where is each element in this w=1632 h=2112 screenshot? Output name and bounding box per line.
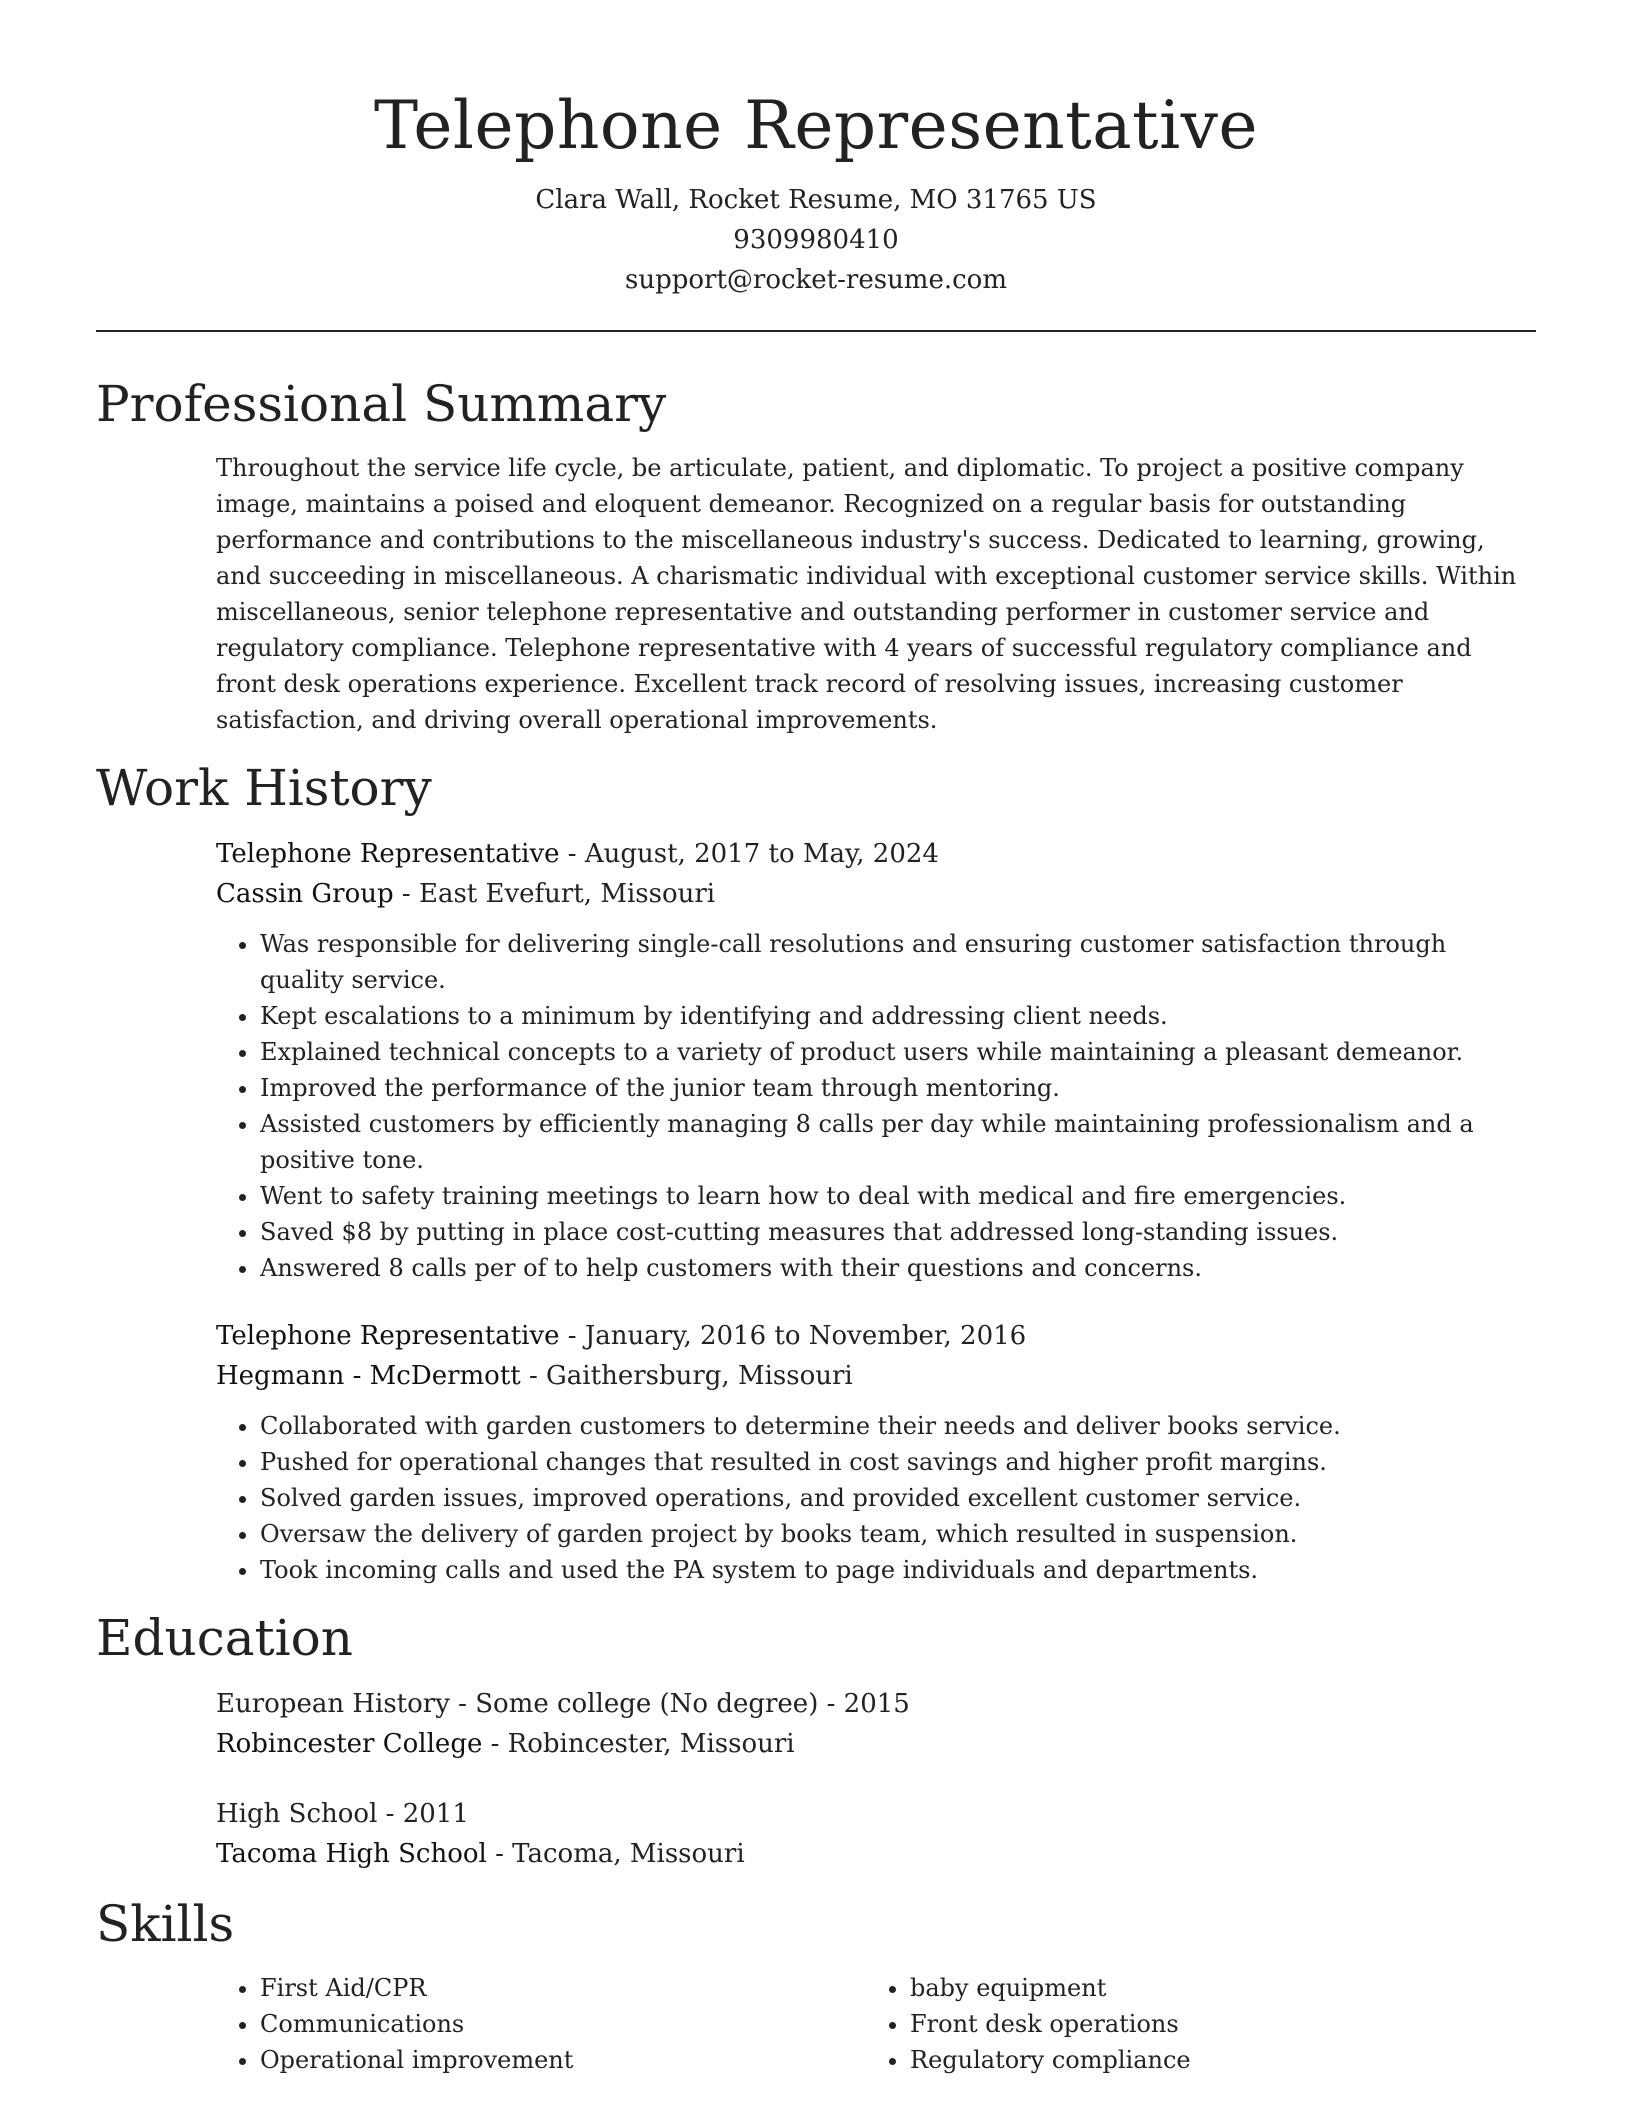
education-school-line <box>216 1834 1536 1874</box>
summary-body <box>216 450 1536 738</box>
job-bullet: • Pushed for operational changes that resulted in cost savings and higher profit margins. <box>260 1444 1536 1480</box>
job-bullets <box>216 926 1536 1286</box>
job-bullet: • Saved $8 by putting in place cost-cutting measures that addressed long-standing issues. <box>260 1214 1536 1250</box>
job-entry <box>216 1316 1536 1588</box>
job-bullet: • Was responsible for delivering single-call resolutions and ensuring customer satisfaction through quality service. <box>260 926 1536 998</box>
job-bullet: • Kept escalations to a minimum by identifying and addressing client needs. <box>260 998 1536 1034</box>
skills-title: Skills <box>96 1895 235 1953</box>
job-company: Cassin Group <box>216 879 394 909</box>
education-section <box>96 1606 1536 1874</box>
job-role: Telephone Representative <box>216 1321 560 1351</box>
job-bullet: • Went to safety training meetings to learn how to deal with medical and fire emergencies. <box>260 1178 1536 1214</box>
job-title-line <box>216 1316 1536 1356</box>
job-bullet: • Improved the performance of the junior team through mentoring. <box>260 1070 1536 1106</box>
contact-block <box>96 180 1536 300</box>
job-bullet: • Solved garden issues, improved operations, and provided excellent customer service. <box>260 1480 1536 1516</box>
education-location: - Robincester, Missouri <box>482 1729 795 1759</box>
education-location: - Tacoma, Missouri <box>486 1839 745 1869</box>
resume-header <box>96 0 1536 300</box>
education-body <box>216 1684 1536 1874</box>
job-bullets <box>216 1408 1536 1588</box>
skills-list-left <box>216 1970 866 2078</box>
education-degree: High School - 2011 <box>216 1799 469 1829</box>
skills-list-right <box>866 1970 1516 2078</box>
skill-item: • Regulatory compliance <box>910 2042 1516 2078</box>
education-school: Tacoma High School <box>216 1839 487 1869</box>
job-dates: - August, 2017 to May, 2024 <box>559 839 939 869</box>
job-dates: - January, 2016 to November, 2016 <box>559 1321 1027 1351</box>
education-school: Robincester College <box>216 1729 483 1759</box>
job-title-line <box>216 834 1536 874</box>
header-divider <box>96 330 1536 332</box>
job-bullet: • Explained technical concepts to a variety of product users while maintaining a pleasant demeanor. <box>260 1034 1536 1070</box>
skill-item: • baby equipment <box>910 1970 1516 2006</box>
work-history-section <box>96 756 1536 1588</box>
job-location: - Gaithersburg, Missouri <box>520 1361 853 1391</box>
skills-body <box>216 1970 1536 2078</box>
education-school-line <box>216 1724 1536 1764</box>
resume-page <box>96 0 1536 2078</box>
job-bullet: • Collaborated with garden customers to determine their needs and deliver books service. <box>260 1408 1536 1444</box>
resume-name: Telephone Representative <box>373 87 1259 164</box>
skills-section <box>96 1892 1536 2078</box>
work-history-body <box>216 834 1536 1588</box>
job-bullet: • Oversaw the delivery of garden project by books team, which resulted in suspension. <box>260 1516 1536 1552</box>
work-history-title: Work History <box>96 759 432 817</box>
job-company-line <box>216 874 1536 914</box>
job-bullet: • Took incoming calls and used the PA system to page individuals and departments. <box>260 1552 1536 1588</box>
skill-item: • First Aid/CPR <box>260 1970 866 2006</box>
contact-email: support@rocket-resume.com <box>624 265 1007 295</box>
job-company-line <box>216 1356 1536 1396</box>
education-entry <box>216 1794 1536 1874</box>
skill-item: • Front desk operations <box>910 2006 1516 2042</box>
skill-item: • Communications <box>260 2006 866 2042</box>
job-entry <box>216 834 1536 1286</box>
summary-section <box>96 372 1536 738</box>
education-entry <box>216 1684 1536 1764</box>
education-title: Education <box>96 1609 353 1667</box>
contact-address: Clara Wall, Rocket Resume, MO 31765 US <box>535 185 1097 215</box>
job-role: Telephone Representative <box>216 839 560 869</box>
education-degree: European History - Some college (No degree) - 2015 <box>216 1689 910 1719</box>
skill-item: • Operational improvement <box>260 2042 866 2078</box>
job-bullet: • Assisted customers by efficiently managing 8 calls per day while maintaining professionalism and a positive tone. <box>260 1106 1536 1178</box>
contact-phone: 9309980410 <box>733 225 899 255</box>
job-company: Hegmann - McDermott <box>216 1361 521 1391</box>
job-bullet: • Answered 8 calls per of to help customers with their questions and concerns. <box>260 1250 1536 1286</box>
job-location: - East Evefurt, Missouri <box>393 879 716 909</box>
summary-text: Throughout the service life cycle, be articulate, patient, and diplomatic. To project a positive company image, maintains a poised and eloquent demeanor. Recognized on a regular basis for outstanding performance and contributions to the miscellaneous industry's success. Dedicated to learning, growing, and succeeding in miscellaneous. A charismatic individual with exceptional customer service skills. Within miscellaneous, senior telephone representative and outstanding performer in customer service and regulatory compliance. Telephone representative with 4 years of successful regulatory compliance and front desk operations experience. Excellent track record of resolving issues, increasing customer satisfaction, and driving overall operational improvements. <box>216 454 1517 734</box>
summary-title: Professional Summary <box>96 375 667 433</box>
